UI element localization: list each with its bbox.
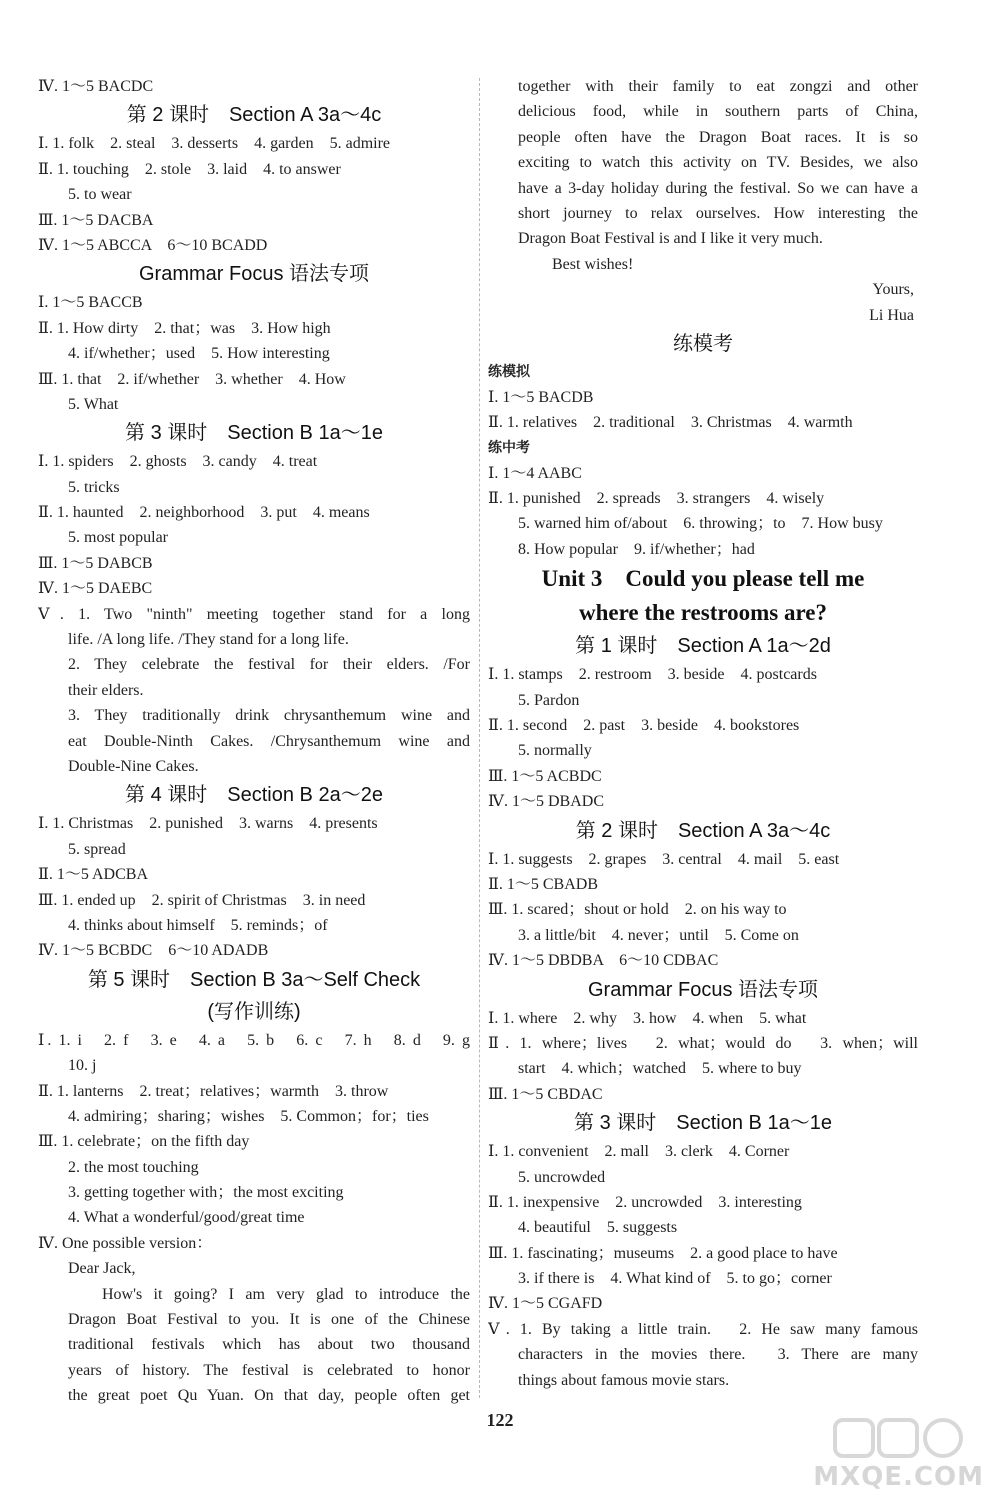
answer-line: 4. beautiful 5. suggests (518, 1219, 678, 1237)
answer-line: 5. normally (518, 742, 592, 760)
answer-line: people often have the Dragon Boat races. It is so (518, 128, 918, 146)
answer-line: Ⅴ. 1. Two "ninth" meeting together stand for a long (38, 605, 470, 623)
answer-line: delicious food, while in southern parts of China, (518, 103, 918, 121)
section-heading: (写作训练) (207, 1000, 301, 1023)
answer-line: Dragon Boat Festival to you. It is one of the Chinese (68, 1311, 470, 1329)
answer-line: Ⅱ. 1～5 CBADB (488, 875, 599, 893)
section-heading: 练模考 (673, 332, 733, 355)
answer-line: Ⅰ. 1. folk 2. steal 3. desserts 4. garden 5. admire (38, 135, 391, 153)
answer-line: the great poet Qu Yuan. On that day, people often get (68, 1387, 470, 1405)
answer-line: 4. What a wonderful/good/great time (68, 1209, 305, 1227)
answer-line: together with their family to eat zongzi and other (518, 78, 918, 95)
answer-line: 2. the most touching (68, 1158, 199, 1176)
answer-line: Ⅳ. 1～5 DBDBA 6～10 CDBAC (488, 952, 719, 970)
answer-line: 3. getting together with；the most exciting (68, 1184, 344, 1202)
answer-line: Dragon Boat Festival is and I like it very much. (518, 230, 823, 248)
answer-line: Ⅰ. 1～5 BACDB (488, 388, 594, 406)
section-heading: 第 2 课时 Section A 3a～4c (126, 104, 382, 127)
answer-line: Ⅱ. 1. lanterns 2. treat；relatives；warmth 3. throw (38, 1082, 389, 1100)
answer-line: Ⅳ. One possible version： (38, 1234, 213, 1252)
answer-line: Ⅱ. 1. punished 2. spreads 3. strangers 4. wisely (488, 490, 825, 508)
answer-line: Ⅲ. 1. scared；shout or hold 2. on his way to (488, 901, 787, 919)
answer-line: 2. They celebrate the festival for their elders. /For (68, 656, 470, 674)
answer-line: 5. spread (68, 840, 126, 858)
answer-line: Ⅱ. 1. How dirty 2. that；was 3. How high (38, 319, 331, 337)
section-heading: 第 4 课时 Section B 2a～2e (125, 784, 383, 807)
answer-line: Ⅲ. 1. fascinating；museums 2. a good place to have (488, 1244, 838, 1262)
answer-line: Ⅱ. 1～5 ADCBA (38, 866, 149, 884)
answer-line: Ⅱ. 1. where；lives 2. what；would do 3. when；will (488, 1034, 918, 1052)
answer-line: have a 3-day holiday during the festival. So we can have a (518, 179, 918, 197)
answer-line: Ⅰ. 1～5 BACCB (38, 294, 143, 312)
answer-line: Ⅳ. 1～5 CGAFD (488, 1295, 603, 1313)
answer-line: characters in the movies there. 3. There are many (518, 1346, 918, 1364)
section-heading: 第 1 课时 Section A 1a～2d (575, 635, 831, 658)
watermark-text: MXQE.COM (813, 1462, 984, 1492)
answer-line: How's it going? I am very glad to introduce the (102, 1285, 470, 1303)
answer-line: Ⅰ. 1. stamps 2. restroom 3. beside 4. postcards (488, 666, 817, 684)
answer-line: Ⅱ. 1. touching 2. stole 3. laid 4. to answer (38, 160, 341, 178)
answer-line: life. /A long life. /They stand for a long life. (68, 631, 349, 649)
answer-line: short journey to relax ourselves. How interesting the (518, 204, 918, 222)
answer-line: eat Double-Ninth Cakes. /Chrysanthemum wine and (68, 732, 470, 750)
answer-line: exciting to watch this activity on TV. Besides, we also (518, 154, 918, 172)
section-heading: 练中考 (488, 439, 530, 456)
answer-line: 10. j (68, 1057, 97, 1075)
page-number: 122 (486, 1410, 514, 1430)
answer-line: Ⅲ. 1～5 ACBDC (488, 767, 602, 785)
answer-column-right (488, 74, 918, 1393)
answer-line: Ⅲ. 1. that 2. if/whether 3. whether 4. How (38, 370, 346, 388)
answer-line: 4. if/whether；used 5. How interesting (68, 345, 330, 363)
answer-line: 4. admiring；sharing；wishes 5. Common；for；ties (68, 1107, 429, 1125)
answer-line: things about famous movie stars. (518, 1371, 730, 1389)
answer-line: Double-Nine Cakes. (68, 757, 199, 775)
answer-line: Ⅳ. 1～5 DBADC (488, 793, 604, 811)
answer-line: Ⅲ. 1～5 DACBA (38, 211, 154, 229)
answer-line: Ⅱ. 1. relatives 2. traditional 3. Christmas 4. warmth (488, 414, 853, 432)
answer-line: 5. uncrowded (518, 1168, 606, 1186)
answer-line: 5. Pardon (518, 691, 580, 709)
answer-line: Ⅱ. 1. inexpensive 2. uncrowded 3. interesting (488, 1193, 802, 1211)
answer-line: Ⅰ. 1. where 2. why 3. how 4. when 5. what (488, 1009, 807, 1027)
answer-line: Best wishes! (552, 255, 634, 273)
answer-line: 3. a little/bit 4. never；until 5. Come on (518, 926, 799, 944)
answer-line: years of history. The festival is celebrated to honor (68, 1361, 470, 1379)
answer-line: 5. tricks (68, 478, 120, 496)
answer-line: Ⅰ. 1～4 AABC (488, 464, 582, 482)
section-heading: where the restrooms are? (578, 600, 828, 626)
answer-line: Ⅴ. 1. By taking a little train. 2. He saw many famous (488, 1320, 918, 1338)
answer-line: Yours, (872, 281, 914, 299)
answer-line: Ⅳ. 1～5 ABCCA 6～10 BCADD (38, 236, 268, 254)
answer-line: traditional festivals which has about two thousand (68, 1336, 470, 1354)
answer-line: Ⅲ. 1～5 CBDAC (488, 1085, 603, 1103)
answer-line: Ⅲ. 1. celebrate；on the fifth day (38, 1133, 250, 1151)
answer-line: Ⅰ. 1. Christmas 2. punished 3. warns 4. presents (38, 815, 378, 833)
answer-line: Ⅰ. 1. suggests 2. grapes 3. central 4. mail 5. east (488, 850, 840, 868)
answer-line: Ⅳ. 1～5 DAEBC (38, 580, 153, 598)
section-heading: 第 2 课时 Section A 3a～4c (575, 819, 831, 842)
answer-line: Ⅰ. 1. i 2. f 3. e 4. a 5. b 6. c 7. h 8. d 9. g (38, 1031, 470, 1049)
answer-line: Ⅳ. 1～5 BACDC (38, 78, 154, 95)
answer-line: Ⅲ. 1. ended up 2. spirit of Christmas 3. in need (38, 891, 366, 909)
answer-line: Ⅰ. 1. convenient 2. mall 3. clerk 4. Corner (488, 1143, 790, 1161)
answer-line: Dear Jack, (68, 1260, 136, 1278)
section-heading: Grammar Focus 语法专项 (138, 263, 370, 286)
answer-line: 8. How popular 9. if/whether；had (518, 540, 755, 558)
answer-line: 5. to wear (68, 186, 132, 204)
answer-line: Ⅰ. 1. spiders 2. ghosts 3. candy 4. treat (38, 453, 318, 471)
answer-line: Ⅲ. 1～5 DABCB (38, 554, 153, 572)
answer-line: Ⅱ. 1. second 2. past 3. beside 4. bookstores (488, 717, 800, 735)
section-heading: 第 5 课时 Section B 3a～Self Check (87, 968, 421, 991)
answer-line: 5. most popular (68, 529, 168, 547)
answer-line: 3. They traditionally drink chrysanthemum wine and (68, 707, 470, 725)
answer-line: Ⅱ. 1. haunted 2. neighborhood 3. put 4. means (38, 504, 370, 522)
section-heading: Unit 3 Could you please tell me (541, 566, 865, 592)
section-heading: 练模拟 (488, 363, 530, 380)
answer-line: 3. if there is 4. What kind of 5. to go；corner (518, 1270, 832, 1288)
answer-column-left (38, 74, 470, 1409)
answer-line: 5. What (68, 395, 119, 413)
section-heading: 第 3 课时 Section B 1a～1e (125, 422, 383, 445)
answer-line: 4. thinks about himself 5. reminds；of (68, 916, 328, 934)
column-divider (479, 78, 480, 1398)
section-heading: 第 3 课时 Section B 1a～1e (574, 1112, 832, 1135)
answer-line: Ⅳ. 1～5 BCBDC 6～10 ADADB (38, 942, 269, 960)
answer-line: start 4. which；watched 5. where to buy (518, 1060, 802, 1078)
answer-line: Li Hua (869, 306, 914, 324)
answer-line: 5. warned him of/about 6. throwing；to 7. How busy (518, 515, 883, 533)
answer-line: their elders. (68, 681, 144, 699)
section-heading: Grammar Focus 语法专项 (587, 978, 819, 1001)
